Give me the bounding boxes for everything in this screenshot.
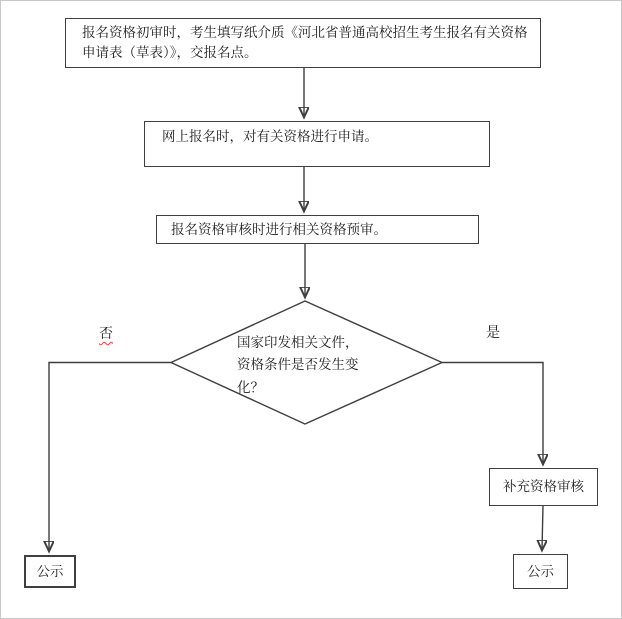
- process-box-online-application: [144, 121, 490, 167]
- connector-yes-branch: [442, 363, 543, 464]
- process-box-supplement-review: [489, 468, 598, 506]
- connector-no-branch: [49, 363, 171, 551]
- connector-supplement-to-publish: [542, 506, 543, 549]
- process-box-qualification-preaudit-text: 报名资格审核时进行相关资格预审。: [171, 221, 387, 237]
- flowchart-connectors: [1, 1, 622, 619]
- branch-label-yes: 是: [486, 324, 500, 340]
- terminal-box-publish-left-text: 公示: [36, 563, 64, 579]
- process-box-qualification-preaudit: [156, 215, 479, 244]
- branch-label-no: 否: [99, 325, 113, 341]
- process-box-supplement-review-text: 补充资格审核: [503, 479, 584, 494]
- process-box-initial-review: [65, 18, 541, 68]
- terminal-box-publish-right-text: 公示: [527, 563, 554, 579]
- terminal-box-publish-left: [24, 555, 76, 588]
- decision-diamond-text: 国家印发相关文件，资格条件是否发生变化？: [237, 335, 359, 395]
- terminal-box-publish-right: [513, 554, 568, 589]
- process-box-online-application-text: 网上报名时，对有关资格进行申请。: [162, 129, 378, 144]
- process-box-initial-review-text: 报名资格初审时，考生填写纸介质《河北省普通高校招生考生报名有关资格申请表（草表）》，交报名点。: [82, 25, 528, 60]
